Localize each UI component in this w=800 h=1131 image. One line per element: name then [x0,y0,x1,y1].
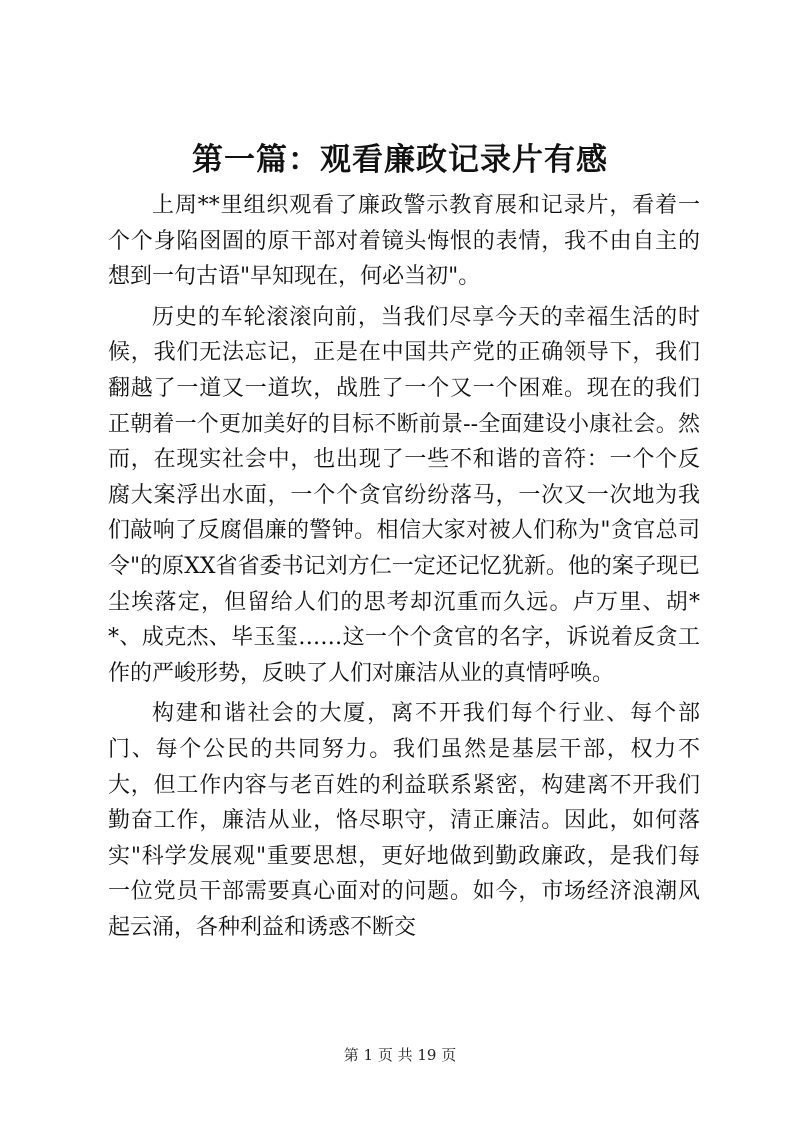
page-number-footer: 第 1 页 共 19 页 [343,1046,457,1064]
document-body [108,188,700,950]
paragraph-2: 历史的车轮滚滚向前，当我们尽享今天的幸福生活的时候，我们无法忘记，正是在中国共产党的正确领导下，我们翻越了一道又一道坎，战胜了一个又一个困难。现在的我们正朝着一个更加美好的目标不断前景--全面建设小康社会。然而，在现实社会中，也出现了一些不和谐的音符：一个个反腐大案浮出水面，一个个贪官纷纷落马，一次又一次地为我们敲响了反腐倡廉的警钟。相信大家对被人们称为"贪官总司令"的原XX省省委书记刘方仁一定还记忆犹新。他的案子现已尘埃落定，但留给人们的思考却沉重而久远。卢万里、胡**、成克杰、毕玉玺……这一个个贪官的名字，诉说着反贪工作的严峻形势，反映了人们对廉洁从业的真情呼唤。 [108,304,700,686]
paragraph-1: 上周**里组织观看了廉政警示教育展和记录片，看着一个个身陷囹圄的原干部对着镜头悔恨的表情，我不由自主的想到一句古语"早知现在，何必当初"。 [108,193,700,290]
document-title: 第一篇：观看廉政记录片有感 [192,142,608,178]
paragraph-3: 构建和谐社会的大厦，离不开我们每个行业、每个部门、每个公民的共同努力。我们虽然是基层干部，权力不大，但工作内容与老百姓的利益联系紧密，构建离不开我们勤奋工作，廉洁从业，恪尽职守，清正廉洁。因此，如何落实"科学发展观"重要思想，更好地做到勤政廉政，是我们每一位党员干部需要真心面对的问题。如今，市场经济浪潮风起云涌，各种利益和诱惑不断交 [108,701,700,940]
